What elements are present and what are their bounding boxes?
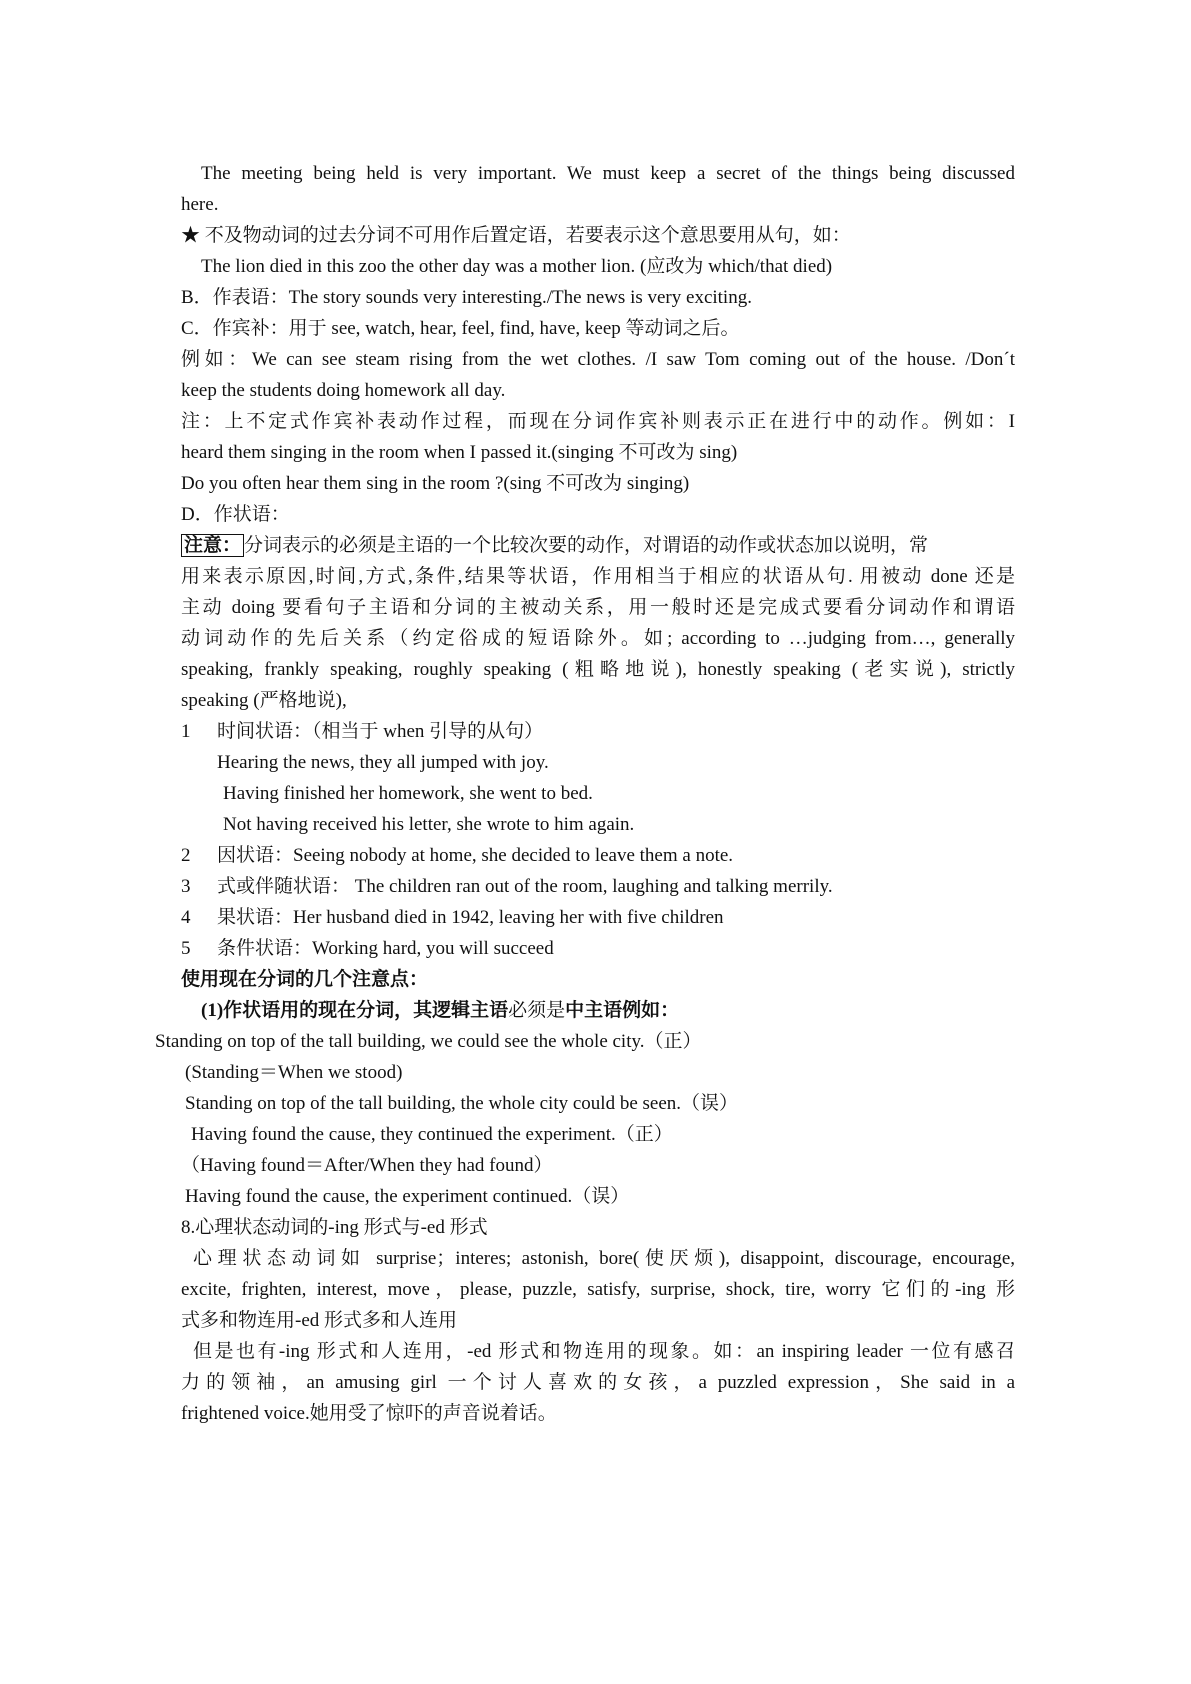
list-number: 3 [181,876,191,897]
example-line: Standing on top of the tall building, we could see the whole city.（正） [155,1031,702,1052]
text-line: speaking, frankly speaking, roughly speaking (粗略地说), honestly speaking (老实说), strictly [181,659,1015,680]
example-line: Having found the cause, they continued the experiment.（正） [191,1124,673,1145]
text-line: 用来表示原因,时间,方式,条件,结果等状语，作用相当于相应的状语从句. 用被动 done 还是 [181,566,1015,587]
text-line: D．作状语： [181,504,290,525]
example-line: Having found the cause, the experiment continued.（误） [185,1186,630,1207]
section-heading: 使用现在分词的几个注意点： [181,969,429,990]
rule-part: 必须是 [508,1000,566,1021]
note-text: 分词表示的必须是主语的一个比较次要的动作，对谓语的动作或状态加以说明，常 [244,535,929,556]
example-line: Hearing the news, they all jumped with joy. [217,752,549,773]
rule-line [201,995,679,1026]
rule-part: (1)作状语用的现在分词，其逻辑主语 [201,1000,509,1021]
text-line: 主动 doing 要看句子主语和分词的主被动关系，用一般时还是完成式要看分词动作和谓语 [181,597,1015,618]
text-line: 注：上不定式作宾补表动作过程，而现在分词作宾补则表示正在进行中的动作。例如：I [181,411,1015,432]
section-heading: 8.心理状态动词的-ing 形式与-ed 形式 [181,1217,488,1238]
text-line: 式多和物连用-ed 形式多和人连用 [181,1310,458,1331]
text-line: Do you often hear them sing in the room ?(sing 不可改为 singing) [181,473,690,494]
text-line: excite, frighten, interest, move，please, puzzle, satisfy, surprise, shock, tire, worry 它们的-ing 形 [181,1279,1015,1300]
text-line: 例如：We can see steam rising from the wet clothes. /I saw Tom coming out of the house. /Don´t [181,349,1015,370]
text-line: heard them singing in the room when I passed it.(singing 不可改为 sing) [181,442,738,463]
text-line: frightened voice.她用受了惊吓的声音说着话。 [181,1403,557,1424]
example-line: （Having found＝After/When they had found） [181,1155,553,1176]
list-number: 2 [181,845,191,866]
text-line: 动词动作的先后关系（约定俗成的短语除外。如; according to …judging from…, generally [181,628,1015,649]
text-line: 心理状态动词如 surprise；interes; astonish, bore(使厌烦), disappoint, discourage, encourage, [193,1248,1015,1269]
text-line: here. [181,194,219,215]
list-number: 4 [181,907,191,928]
list-item: 因状语：Seeing nobody at home, she decided to leave them a note. [217,845,734,866]
text-line: B．作表语：The story sounds very interesting./The news is very exciting. [181,287,752,308]
list-number: 5 [181,938,191,959]
example-line: (Standing＝When we stood) [185,1062,403,1083]
example-line: Not having received his letter, she wrote to him again. [223,814,635,835]
text-line: 但是也有-ing 形式和人连用，-ed 形式和物连用的现象。如：an inspiring leader 一位有感召 [193,1341,1015,1362]
list-item: 果状语：Her husband died in 1942, leaving her with five children [217,907,724,928]
text-line: 力的领袖，an amusing girl 一个讨人喜欢的女孩，a puzzled expression，She said in a [181,1372,1015,1393]
text-line: ★ 不及物动词的过去分词不可用作后置定语，若要表示这个意思要用从句，如： [181,225,851,246]
note-label: 注意： [181,534,244,557]
text-line: The lion died in this zoo the other day was a mother lion. (应改为 which/that died) [201,256,833,277]
text-line: The meeting being held is very important. We must keep a secret of the things being discussed [201,163,1015,184]
example-line: Standing on top of the tall building, the whole city could be seen.（误） [185,1093,739,1114]
list-number: 1 [181,721,191,742]
list-item: 时间状语：（相当于 when 引导的从句） [217,721,544,742]
example-line: Having finished her homework, she went to bed. [223,783,593,804]
rule-part: 中主语例如： [565,1000,680,1021]
list-item: 条件状语：Working hard, you will succeed [217,938,554,959]
text-line: keep the students doing homework all day. [181,380,506,401]
text-line: speaking (严格地说), [181,690,347,711]
note-line [181,530,928,561]
text-line: C．作宾补：用于 see, watch, hear, feel, find, have, keep 等动词之后。 [181,318,740,339]
list-item: 式或伴随状语： The children ran out of the room, laughing and talking merrily. [217,876,833,897]
